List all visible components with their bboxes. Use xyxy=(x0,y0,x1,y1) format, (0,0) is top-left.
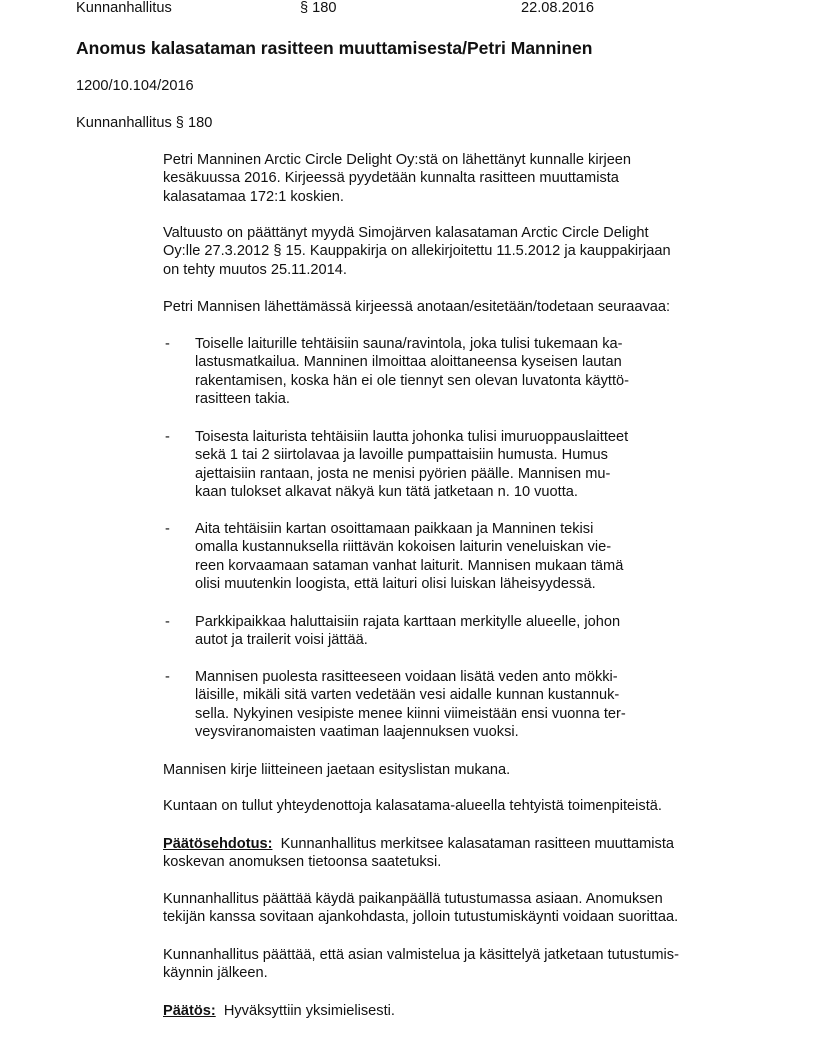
text-line: olisi muutenkin loogista, että laituri olisi luiskan läheisyydessä. xyxy=(195,576,596,593)
proposal-label: Päätösehdotus: xyxy=(163,836,273,852)
header-date: 22.08.2016 xyxy=(521,0,595,16)
text-line: Parkkipaikkaa haluttaisiin rajata karttaan merkitylle alueelle, johon xyxy=(195,614,621,630)
text-line: Petri Mannisen lähettämässä kirjeessä anotaan/esitetään/todetaan seuraavaa: xyxy=(163,299,671,315)
paragraph-council-decision xyxy=(163,224,743,279)
diary-number: 1200/10.104/2016 xyxy=(76,78,194,94)
page-title: Anomus kalasataman rasitteen muuttamisesta/Petri Manninen xyxy=(76,38,593,58)
text-line: Kunnanhallitus päättää, että asian valmistelua ja käsittelyä jatketaan tutustumis- xyxy=(163,947,679,963)
text-line: lastusmatkailua. Manninen ilmoittaa aloittaneensa kyseisen lautan xyxy=(195,354,622,371)
text-line: rasitteen takia. xyxy=(195,391,290,408)
text-line: kaan tulokset alkavat näkyä kun tätä jatketaan n. 10 vuotta. xyxy=(195,484,578,501)
text-line: Toisesta laiturista tehtäisiin lautta johonka tulisi imuruoppauslaitteet xyxy=(195,429,629,445)
paragraph-site-visit xyxy=(163,890,743,927)
text-line: on tehty muutos 25.11.2014. xyxy=(163,261,347,278)
text-line: ajettaisiin rantaan, josta ne menisi pyörien päälle. Mannisen mu- xyxy=(195,465,611,482)
text-line: reen korvaamaan sataman vanhat laiturit. Mannisen mukaan tämä xyxy=(195,557,624,574)
bullet-dash: - xyxy=(165,336,170,352)
text-line: Petri Manninen Arctic Circle Delight Oy:stä on lähettänyt kunnalle kirjeen xyxy=(163,152,632,168)
paragraph-letter-intro xyxy=(163,298,743,316)
text-line: sekä 1 tai 2 siirtolavaa ja lavoille pumpattaisiin humusta. Humus xyxy=(195,447,608,464)
text-line: läisille, mikäli sitä varten vedetään vesi aidalle kunnan kustannuk- xyxy=(195,687,620,704)
text-line: Kuntaan on tullut yhteydenottoja kalasatama-alueella tehtyistä toimenpiteistä. xyxy=(163,798,662,814)
text-line: rakentamisen, koska hän ei ole tiennyt sen olevan luvatonta käyttö- xyxy=(195,372,630,389)
text-line: Kunnanhallitus merkitsee kalasataman rasitteen muuttamista xyxy=(280,836,674,852)
decision xyxy=(163,1002,743,1020)
text-line: autot ja trailerit voisi jättää. xyxy=(195,632,368,649)
text-line: Oy:lle 27.3.2012 § 15. Kauppakirja on allekirjoitettu 11.5.2012 ja kauppakirjaan xyxy=(163,243,671,260)
bullet-dash: - xyxy=(165,429,170,445)
header-body: Kunnanhallitus xyxy=(76,0,172,16)
text-line: koskevan anomuksen tietoonsa saatetuksi. xyxy=(163,854,442,871)
text-line: Mannisen kirje liitteineen jaetaan esityslistan mukana. xyxy=(163,762,511,778)
text-line: sella. Nykyinen vesipiste menee kiinni viimeistään ensi vuonna ter- xyxy=(195,705,626,722)
text-line: veysviranomaisten vaatiman laajennuksen vuoksi. xyxy=(195,724,519,741)
text-line: käynnin jälkeen. xyxy=(163,965,268,982)
text-line: kesäkuussa 2016. Kirjeessä pyydetään kunnalta rasitteen muuttamista xyxy=(163,170,619,187)
decision-label: Päätös: xyxy=(163,1003,216,1019)
text-line: Mannisen puolesta rasitteeseen voidaan lisätä veden anto mökki- xyxy=(195,669,618,685)
text-line: Aita tehtäisiin kartan osoittamaan paikkaan ja Manninen tekisi xyxy=(195,521,594,537)
bullet-dash: - xyxy=(165,614,170,630)
bullet-dash: - xyxy=(165,521,170,537)
text-line: Kunnanhallitus päättää käydä paikanpäällä tutustumassa asiaan. Anomuksen xyxy=(163,891,663,907)
text-line: omalla kustannuksella riittävän kokoisen laiturin veneluiskan vie- xyxy=(195,539,612,556)
section-reference: Kunnanhallitus § 180 xyxy=(76,115,213,131)
bullet-dash: - xyxy=(165,669,170,685)
decision-proposal xyxy=(163,835,743,872)
text-line: kalasatamaa 172:1 koskien. xyxy=(163,188,344,205)
text-line: Toiselle laiturille tehtäisiin sauna/ravintola, joka tulisi tukemaan ka- xyxy=(195,336,623,352)
paragraph-attachment xyxy=(163,761,743,779)
paragraph-contacts xyxy=(163,797,743,815)
text-line: tekijän kanssa sovitaan ajankohdasta, jolloin tutustumiskäynti voidaan suorittaa. xyxy=(163,909,679,926)
paragraph-continuation xyxy=(163,946,743,983)
text-line: Valtuusto on päättänyt myydä Simojärven kalasataman Arctic Circle Delight xyxy=(163,225,649,241)
paragraph-intro xyxy=(163,151,743,206)
decision-text: Hyväksyttiin yksimielisesti. xyxy=(223,1003,395,1019)
header-section: § 180 xyxy=(300,0,337,16)
